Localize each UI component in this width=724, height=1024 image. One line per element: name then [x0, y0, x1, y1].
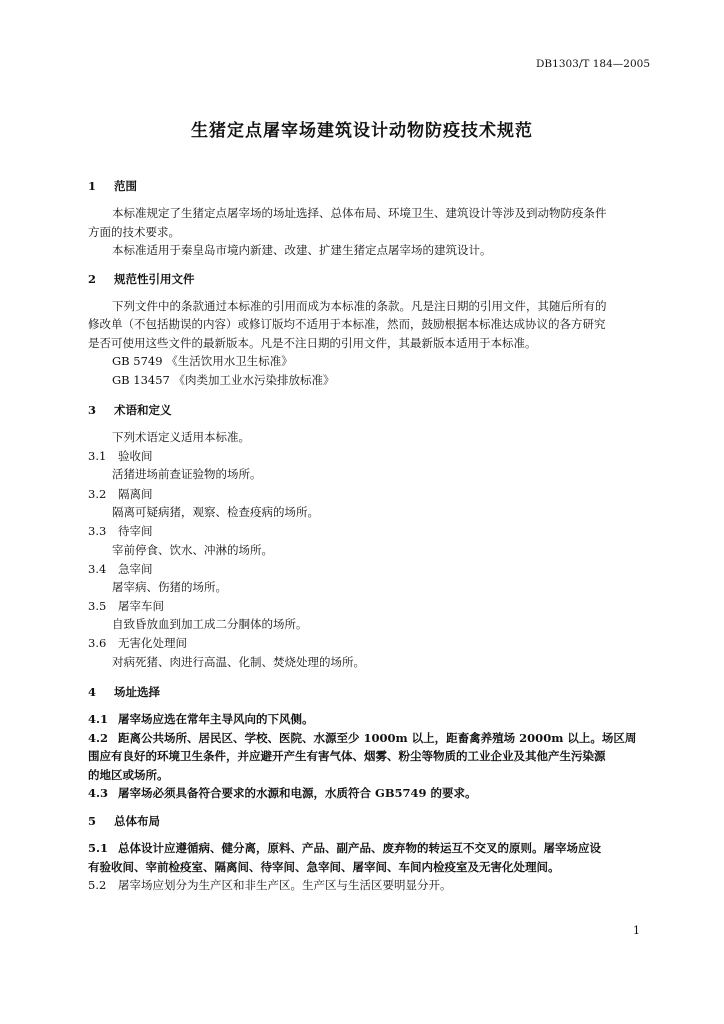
section-title: 范围 [114, 179, 137, 193]
term-name: 待宰间 [118, 524, 153, 538]
term-definition: 隔离可疑病猪，观察、检查疫病的场所。 [112, 505, 319, 519]
clause-text: 屠宰场应选在常年主导风向的下风侧。 [118, 712, 314, 726]
section-1-heading [88, 178, 137, 194]
clause-5-1 [88, 840, 601, 856]
clause-text: 屠宰场必须具备符合要求的水源和电源，水质符合 GB5749 的要求。 [118, 786, 477, 800]
clause-text: 总体设计应遵循病、健分离，原料、产品、副产品、废弃物的转运互不交叉的原则。屠宰场应设 [118, 841, 601, 855]
paragraph-line: 本标准规定了生猪定点屠宰场的场址选择、总体布局、环境卫生、建筑设计等涉及到动物防疫条件 [112, 206, 607, 220]
term-number: 3.2 [88, 487, 107, 501]
clause-number: 5.2 [88, 878, 107, 892]
clause-text: 距离公共场所、居民区、学校、医院、水源至少 1000m 以上，距畜禽养殖场 2000m 以上。场区周 [118, 731, 637, 745]
paragraph-line: 方面的技术要求。 [88, 225, 180, 239]
section-5-heading [88, 813, 160, 829]
term-definition: 宰前停食、饮水、冲淋的场所。 [112, 543, 273, 557]
term-definition: 活猪进场前查证验物的场所。 [112, 467, 262, 481]
section-4-heading [88, 684, 160, 700]
term-number: 3.3 [88, 524, 107, 538]
paragraph-line: 下列术语定义适用本标准。 [112, 430, 250, 444]
term-name: 无害化处理间 [118, 636, 187, 650]
section-title: 术语和定义 [114, 403, 172, 417]
term-heading [88, 448, 153, 464]
clause-number: 4.1 [88, 712, 109, 726]
section-number: 1 [88, 179, 97, 193]
clause-4-2 [88, 730, 636, 746]
paragraph-line: 有验收间、宰前检疫室、隔离间、待宰间、急宰间、屠宰间、车间内检疫室及无害化处理间。 [88, 860, 560, 874]
paragraph-line: 本标准适用于秦皇岛市境内新建、改建、扩建生猪定点屠宰场的建筑设计。 [112, 243, 492, 257]
paragraph-line: 下列文件中的条款通过本标准的引用而成为本标准的条款。凡是注日期的引用文件，其随后所有的 [112, 299, 607, 313]
clause-number: 5.1 [88, 841, 109, 855]
term-number: 3.6 [88, 636, 107, 650]
section-number: 4 [88, 685, 97, 699]
section-number: 3 [88, 403, 97, 417]
term-definition: 自致昏放血到加工成二分胴体的场所。 [112, 617, 308, 631]
term-number: 3.4 [88, 562, 107, 576]
clause-number: 4.3 [88, 786, 109, 800]
term-heading [88, 598, 164, 614]
clause-number: 4.2 [88, 731, 109, 745]
term-definition: 对病死猪、肉进行高温、化制、焚烧处理的场所。 [112, 655, 365, 669]
section-title: 规范性引用文件 [114, 272, 195, 286]
page-number: 1 [633, 924, 640, 937]
term-number: 3.1 [88, 449, 107, 463]
document-title: 生猪定点屠宰场建筑设计动物防疫技术规范 [191, 121, 533, 141]
term-number: 3.5 [88, 599, 107, 613]
clause-4-3 [88, 785, 477, 801]
term-heading [88, 486, 153, 502]
clause-5-2 [88, 877, 452, 893]
term-name: 隔离间 [118, 487, 153, 501]
section-title: 总体布局 [114, 814, 160, 828]
section-3-heading [88, 402, 172, 418]
term-heading [88, 523, 153, 539]
term-heading [88, 561, 153, 577]
reference-item: GB 13457 《肉类加工业水污染排放标准》 [112, 373, 335, 387]
paragraph-line: 的地区或场所。 [88, 768, 169, 782]
section-2-heading [88, 271, 195, 287]
clause-4-1 [88, 711, 314, 727]
paragraph-line: 修改单（不包括勘误的内容）或修订版均不适用于本标准，然而，鼓励根据本标准达成协议的各方研究 [88, 317, 606, 331]
term-definition: 屠宰病、伤猪的场所。 [112, 580, 227, 594]
paragraph-line: 围应有良好的环境卫生条件，并应避开产生有害气体、烟雾、粉尘等物质的工业企业及其他产生污染源 [88, 749, 606, 763]
document-number: DB1303/T 184—2005 [536, 58, 650, 70]
term-name: 急宰间 [118, 562, 153, 576]
term-name: 屠宰车间 [118, 599, 164, 613]
section-number: 5 [88, 814, 97, 828]
section-title: 场址选择 [114, 685, 160, 699]
clause-text: 屠宰场应划分为生产区和非生产区。生产区与生活区要明显分开。 [118, 878, 452, 892]
term-name: 验收间 [118, 449, 153, 463]
term-heading [88, 635, 187, 651]
reference-item: GB 5749 《生活饮用水卫生标准》 [112, 354, 293, 368]
paragraph-line: 是否可使用这些文件的最新版本。凡是不注日期的引用文件，其最新版本适用于本标准。 [88, 336, 537, 350]
section-number: 2 [88, 272, 97, 286]
